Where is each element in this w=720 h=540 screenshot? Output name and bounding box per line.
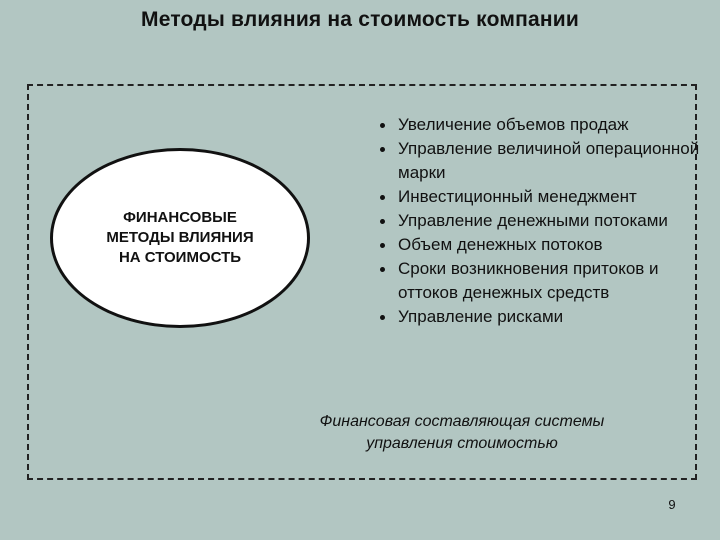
bullet-dot-icon [380, 195, 385, 200]
page-number: 9 [668, 497, 676, 512]
bullet-item [376, 137, 706, 185]
methods-bullet-list [376, 113, 706, 329]
bullet-dot-icon [380, 243, 385, 248]
bullet-item [376, 209, 706, 233]
bullet-text: Управление величиной операционной марки [398, 139, 700, 182]
bullet-item [376, 233, 706, 257]
bullet-item [376, 185, 706, 209]
bullet-text: Объем денежных потоков [398, 235, 603, 254]
frame-caption: Финансовая составляющая системы управления стоимостью [319, 413, 605, 452]
bullet-text: Управление рисками [398, 307, 564, 326]
bullet-dot-icon [380, 219, 385, 224]
bullet-dot-icon [380, 267, 385, 272]
bullet-dot-icon [380, 315, 385, 320]
bullet-text: Увеличение объемов продаж [398, 115, 629, 134]
bullet-item [376, 305, 706, 329]
bullet-dot-icon [380, 123, 385, 128]
bullet-text: Управление денежными потоками [398, 211, 668, 230]
bullet-dot-icon [380, 147, 385, 152]
bullet-item [376, 257, 706, 305]
bullet-text: Инвестиционный менеджмент [398, 187, 637, 206]
slide-title: Методы влияния на стоимость компании [141, 8, 579, 31]
financial-methods-ellipse [50, 148, 310, 328]
ellipse-label: ФИНАНСОВЫЕ МЕТОДЫ ВЛИЯНИЯ НА СТОИМОСТЬ [106, 209, 254, 266]
bullet-text: Сроки возникновения притоков и оттоков денежных средств [398, 259, 659, 302]
bullet-item [376, 113, 706, 137]
